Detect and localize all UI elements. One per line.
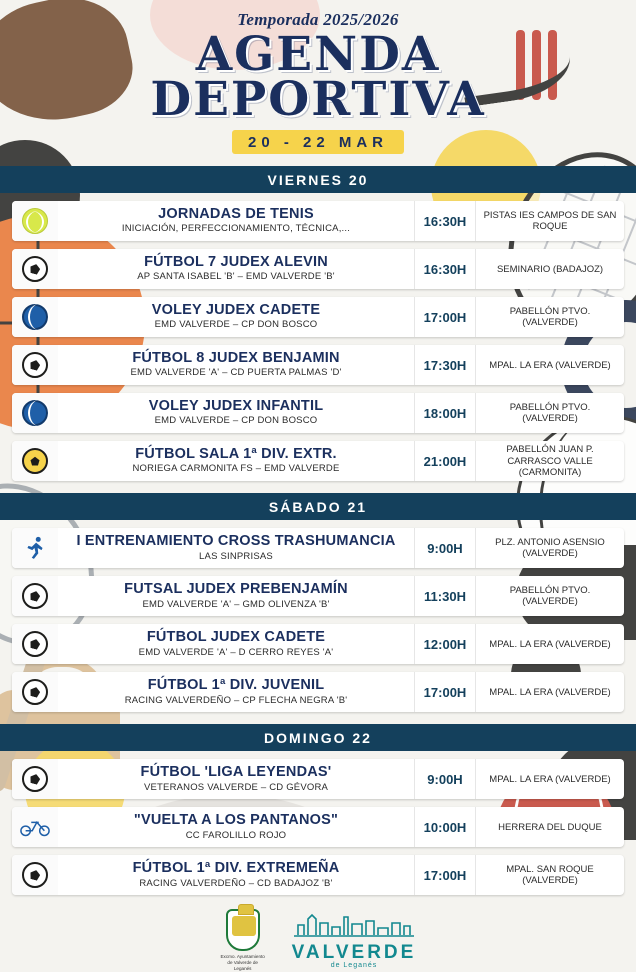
town-hall-crest [220, 909, 266, 971]
event-place: MPAL. LA ERA (VALVERDE) [489, 638, 611, 650]
poster-header [0, 0, 636, 154]
event-title: I ENTRENAMIENTO CROSS TRASHUMANCIA [76, 533, 396, 550]
event-icon-cell [12, 672, 58, 712]
event-icon-cell [12, 201, 58, 241]
title-line-2: DEPORTIVA [150, 72, 486, 128]
date-range-badge: 20 - 22 MAR [232, 130, 404, 154]
event-icon-cell [12, 855, 58, 895]
event-icon-cell [12, 807, 58, 847]
event-subtitle: RACING VALVERDEÑO – CD BADAJOZ 'B' [139, 877, 333, 889]
event-time: 18:00H [414, 393, 476, 433]
event-row[interactable] [12, 441, 624, 481]
brand-name: VALVERDE [291, 942, 417, 964]
bicycle-icon [20, 817, 50, 837]
event-time: 9:00H [414, 759, 476, 799]
event-title: VOLEY JUDEX INFANTIL [148, 398, 324, 415]
volleyball-icon [22, 400, 48, 426]
event-place: MPAL. SAN ROQUE (VALVERDE) [506, 864, 594, 887]
event-info [58, 201, 414, 241]
futsal-ball-icon [22, 448, 48, 474]
event-place: PABELLÓN JUAN P. CARRASCO VALLE (CARMONITA) [506, 444, 594, 478]
event-icon-cell [12, 528, 58, 568]
event-subtitle: AP SANTA ISABEL 'B' – EMD VALVERDE 'B' [137, 271, 335, 283]
event-place: PABELLÓN PTVO. (VALVERDE) [509, 401, 591, 425]
events-list-sunday [0, 759, 636, 895]
event-icon-cell [12, 759, 58, 799]
event-icon-cell [12, 393, 58, 433]
event-title: FÚTBOL 1ª DIV. EXTREMEÑA [132, 860, 340, 877]
event-row[interactable] [12, 855, 624, 895]
event-title: VOLEY JUDEX CADETE [151, 302, 321, 319]
event-icon-cell [12, 624, 58, 664]
valverde-logo [292, 911, 417, 969]
event-time: 17:00H [414, 855, 476, 895]
event-time: 12:00H [414, 624, 476, 664]
event-place: PABELLÓN PTVO. (VALVERDE) [509, 305, 591, 329]
event-row[interactable] [12, 624, 624, 664]
event-subtitle: EMD VALVERDE – CP DON BOSCO [154, 319, 318, 331]
event-place: MPAL. LA ERA (VALVERDE) [489, 686, 611, 698]
event-info [58, 528, 414, 568]
event-row[interactable] [12, 249, 624, 289]
event-title: FÚTBOL 7 JUDEX ALEVIN [144, 254, 328, 271]
event-row[interactable] [12, 807, 624, 847]
event-time: 21:00H [414, 441, 476, 481]
event-row[interactable] [12, 297, 624, 337]
event-time: 9:00H [414, 528, 476, 568]
event-place: MPAL. LA ERA (VALVERDE) [489, 773, 611, 785]
event-time: 16:30H [414, 249, 476, 289]
event-icon-cell [12, 249, 58, 289]
event-icon-cell [12, 345, 58, 385]
event-subtitle: CC FAROLILLO ROJO [185, 829, 287, 841]
event-row[interactable] [12, 672, 624, 712]
event-time: 16:30H [414, 201, 476, 241]
day-header-friday: VIERNES 20 [0, 166, 636, 193]
event-time: 17:00H [414, 672, 476, 712]
soccer-ball-icon [22, 583, 48, 609]
page-title [0, 27, 636, 128]
event-info [58, 855, 414, 895]
event-icon-cell [12, 441, 58, 481]
skyline-icon [294, 911, 414, 937]
event-time: 17:30H [414, 345, 476, 385]
soccer-ball-icon [22, 679, 48, 705]
event-place: PABELLÓN PTVO. (VALVERDE) [509, 585, 591, 608]
day-header-saturday: SÁBADO 21 [0, 493, 636, 520]
event-subtitle: NORIEGA CARMONITA FS – EMD VALVERDE [132, 463, 340, 475]
event-row[interactable] [12, 201, 624, 241]
event-place: SEMINARIO (BADAJOZ) [496, 263, 604, 275]
event-subtitle: LAS SINPRISAS [199, 550, 273, 562]
event-info [58, 393, 414, 433]
event-subtitle: EMD VALVERDE 'A' – CD PUERTA PALMAS 'D' [130, 367, 342, 379]
event-subtitle: RACING VALVERDEÑO – CP FLECHA NEGRA 'B' [124, 694, 348, 706]
event-title: FÚTBOL 'LIGA LEYENDAS' [140, 764, 332, 781]
event-row[interactable] [12, 576, 624, 616]
event-place: HERRERA DEL DUQUE [498, 821, 602, 833]
event-time: 11:30H [414, 576, 476, 616]
event-subtitle: EMD VALVERDE 'A' – GMD OLIVENZA 'B' [142, 598, 330, 610]
event-row[interactable] [12, 528, 624, 568]
event-title: FÚTBOL 1ª DIV. JUVENIL [147, 677, 325, 694]
soccer-ball-icon [22, 862, 48, 888]
event-place: PLZ. ANTONIO ASENSIO (VALVERDE) [495, 537, 605, 560]
event-subtitle: EMD VALVERDE 'A' – D CERRO REYES 'A' [138, 646, 334, 658]
event-subtitle: VETERANOS VALVERDE – CD GÉVORA [143, 781, 329, 793]
event-time: 10:00H [414, 807, 476, 847]
tennis-ball-icon [22, 208, 48, 234]
event-row[interactable] [12, 345, 624, 385]
event-info [58, 759, 414, 799]
soccer-ball-icon [22, 631, 48, 657]
day-header-sunday: DOMINGO 22 [0, 724, 636, 751]
event-title: "VUELTA A LOS PANTANOS" [133, 812, 339, 829]
event-subtitle: EMD VALVERDE – CP DON BOSCO [154, 415, 318, 427]
crest-caption: Excmo. Ayuntamiento de Valverde de Leganés [220, 954, 265, 971]
soccer-ball-icon [22, 766, 48, 792]
event-place: PISTAS IES CAMPOS DE SAN ROQUE [483, 209, 617, 233]
event-place: MPAL. LA ERA (VALVERDE) [489, 359, 611, 371]
season-label: Temporada 2025/2026 [237, 10, 399, 29]
event-row[interactable] [12, 393, 624, 433]
event-icon-cell [12, 297, 58, 337]
event-icon-cell [12, 576, 58, 616]
volleyball-icon [22, 304, 48, 330]
event-row[interactable] [12, 759, 624, 799]
runner-icon [22, 535, 48, 561]
event-info [58, 576, 414, 616]
brand-subtitle: de Leganés [330, 962, 378, 970]
event-info [58, 297, 414, 337]
event-info [58, 807, 414, 847]
events-list-friday [0, 201, 636, 481]
event-title: FÚTBOL 8 JUDEX BENJAMIN [132, 350, 340, 367]
event-info [58, 345, 414, 385]
soccer-ball-icon [22, 352, 48, 378]
event-title: FÚTBOL JUDEX CADETE [146, 629, 326, 646]
event-title: FÚTBOL SALA 1ª DIV. EXTR. [135, 446, 337, 463]
soccer-ball-icon [22, 256, 48, 282]
event-title: JORNADAS DE TENIS [158, 206, 314, 223]
event-info [58, 249, 414, 289]
event-subtitle: INICIACIÓN, PERFECCIONAMIENTO, TÉCNICA,... [121, 223, 351, 235]
event-info [58, 441, 414, 481]
footer [0, 909, 636, 971]
crest-shield-icon [226, 909, 260, 951]
event-info [58, 672, 414, 712]
event-time: 17:00H [414, 297, 476, 337]
event-info [58, 624, 414, 664]
title-line-1: AGENDA [195, 27, 441, 82]
event-title: FUTSAL JUDEX PREBENJAMÍN [124, 581, 348, 598]
events-list-saturday [0, 528, 636, 712]
